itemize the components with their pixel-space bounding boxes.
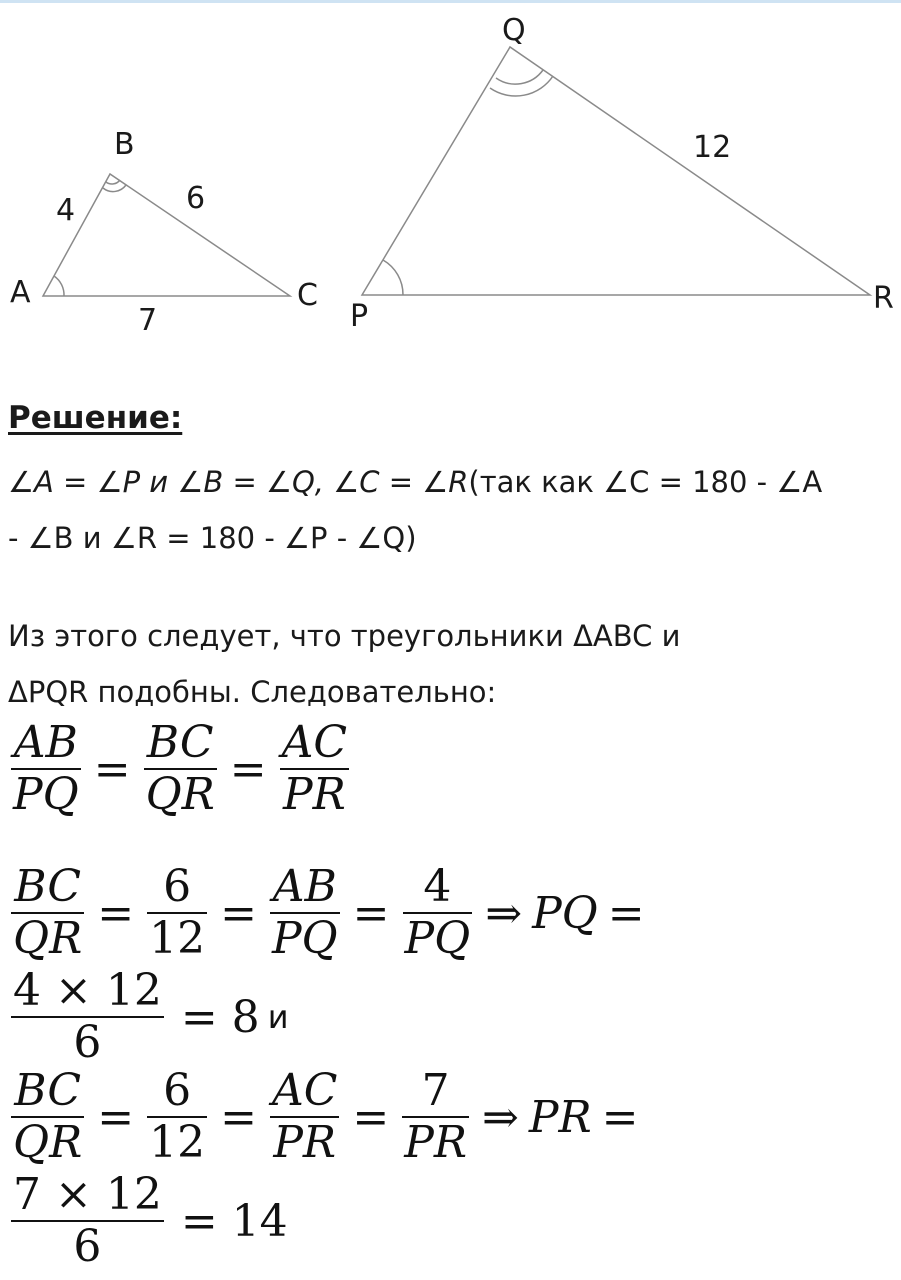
vertex-a-label: A: [10, 275, 31, 310]
implies-arrow: ⇒: [482, 1091, 519, 1143]
fraction-4-pq: [400, 862, 476, 964]
fraction-denominator: QR: [13, 1117, 83, 1168]
angles-equality-italic: ∠A = ∠P и ∠B = ∠Q, ∠C = ∠R: [8, 465, 469, 499]
similarity-line-2: ΔPQR подобны. Следовательно:: [8, 675, 497, 709]
fraction-bc-qr: [8, 862, 87, 964]
fraction-bc-qr: [141, 718, 220, 820]
fraction-ac-pr: [267, 1066, 342, 1168]
fraction-numerator: BC: [14, 1065, 82, 1116]
angle-b-arc-inner: [106, 180, 120, 184]
angle-q-arc-outer: [490, 76, 553, 96]
pr-value: = 14: [180, 1195, 288, 1247]
pq-formula: [8, 862, 655, 964]
fraction-denominator: PR: [404, 1117, 468, 1168]
fraction-denominator: PR: [283, 769, 346, 820]
equals-sign: =: [607, 887, 645, 939]
pr-formula: [8, 1066, 649, 1168]
fraction-numerator: AB: [272, 861, 337, 912]
angle-p-arc: [383, 260, 403, 295]
vertex-c-label: C: [297, 278, 318, 313]
fraction-denominator: PQ: [271, 913, 338, 964]
fraction-denominator: 12: [149, 1117, 206, 1168]
fraction-denominator: QR: [145, 769, 215, 820]
fraction-numerator: 6: [163, 861, 192, 912]
triangle-pqr: [362, 47, 870, 295]
similarity-line-1: Из этого следует, что треугольники ΔABC и: [8, 619, 681, 653]
fraction-numerator: AC: [281, 717, 348, 768]
fraction-denominator: 12: [149, 913, 206, 964]
side-ac-label: 7: [138, 303, 158, 338]
fraction-denominator: QR: [13, 913, 83, 964]
vertex-r-label: R: [873, 281, 894, 316]
fraction-numerator: 4 × 12: [13, 965, 162, 1016]
angle-q-arc-inner: [496, 70, 543, 84]
fraction-numerator: 4: [423, 861, 452, 912]
fraction-denominator: 6: [73, 1221, 102, 1272]
fraction-7x12-6: [8, 1170, 167, 1272]
equals-sign: =: [93, 743, 131, 795]
side-bc-label: 6: [186, 181, 206, 216]
fraction-denominator: PQ: [404, 913, 471, 964]
triangle-abc: [43, 174, 290, 296]
fraction-7-pr: [399, 1066, 472, 1168]
angle-a-arc: [54, 276, 64, 296]
pr-result: [8, 1170, 288, 1272]
pr-variable: PR: [528, 1091, 592, 1143]
side-ab-label: 4: [56, 193, 76, 228]
equals-sign: =: [352, 887, 390, 939]
vertex-p-label: P: [350, 299, 369, 334]
fraction-ac-pr: [277, 718, 352, 820]
triangles-diagram: [0, 0, 901, 360]
fraction-numerator: 7 × 12: [13, 1169, 162, 1220]
angles-equality-reason: (так как ∠C = 180 - ∠A: [468, 465, 823, 499]
fraction-numerator: 7: [421, 1065, 450, 1116]
solution-heading: Решение:: [8, 400, 183, 436]
equals-sign: =: [220, 1091, 257, 1143]
fraction-numerator: AC: [271, 1065, 338, 1116]
fraction-denominator: PR: [273, 1117, 337, 1168]
fraction-numerator: BC: [14, 861, 82, 912]
fraction-4x12-6: [8, 966, 167, 1068]
triangle-abc-outline: [43, 174, 290, 296]
fraction-6-12: [144, 1066, 210, 1168]
fraction-6-12: [144, 862, 210, 964]
angles-equality-line-2: - ∠B и ∠R = 180 - ∠P - ∠Q): [8, 521, 417, 555]
equals-sign: =: [601, 1091, 639, 1143]
equals-sign: =: [229, 743, 267, 795]
equals-sign: =: [97, 1091, 135, 1143]
fraction-ab-pq: [8, 718, 84, 820]
vertex-q-label: Q: [502, 13, 526, 48]
angles-equality-line: [8, 458, 822, 506]
fraction-numerator: 6: [163, 1065, 192, 1116]
conjunction-and: и: [267, 998, 289, 1036]
equals-sign: =: [97, 887, 135, 939]
fraction-bc-qr: [8, 1066, 87, 1168]
pq-result: [8, 966, 288, 1068]
fraction-denominator: 6: [73, 1017, 102, 1068]
ratio-formula: [8, 718, 352, 820]
vertex-b-label: B: [114, 127, 135, 162]
angle-b-arc-outer: [103, 185, 126, 192]
equals-sign: =: [352, 1091, 390, 1143]
fraction-ab-pq: [267, 862, 343, 964]
side-qr-label: 12: [693, 130, 732, 165]
fraction-numerator: BC: [146, 717, 214, 768]
pq-variable: PQ: [532, 887, 598, 939]
triangle-pqr-outline: [362, 47, 870, 295]
equals-sign: =: [220, 887, 257, 939]
fraction-denominator: PQ: [13, 769, 79, 820]
pq-value: = 8: [180, 991, 260, 1043]
implies-arrow: ⇒: [485, 887, 523, 939]
fraction-numerator: AB: [13, 717, 78, 768]
